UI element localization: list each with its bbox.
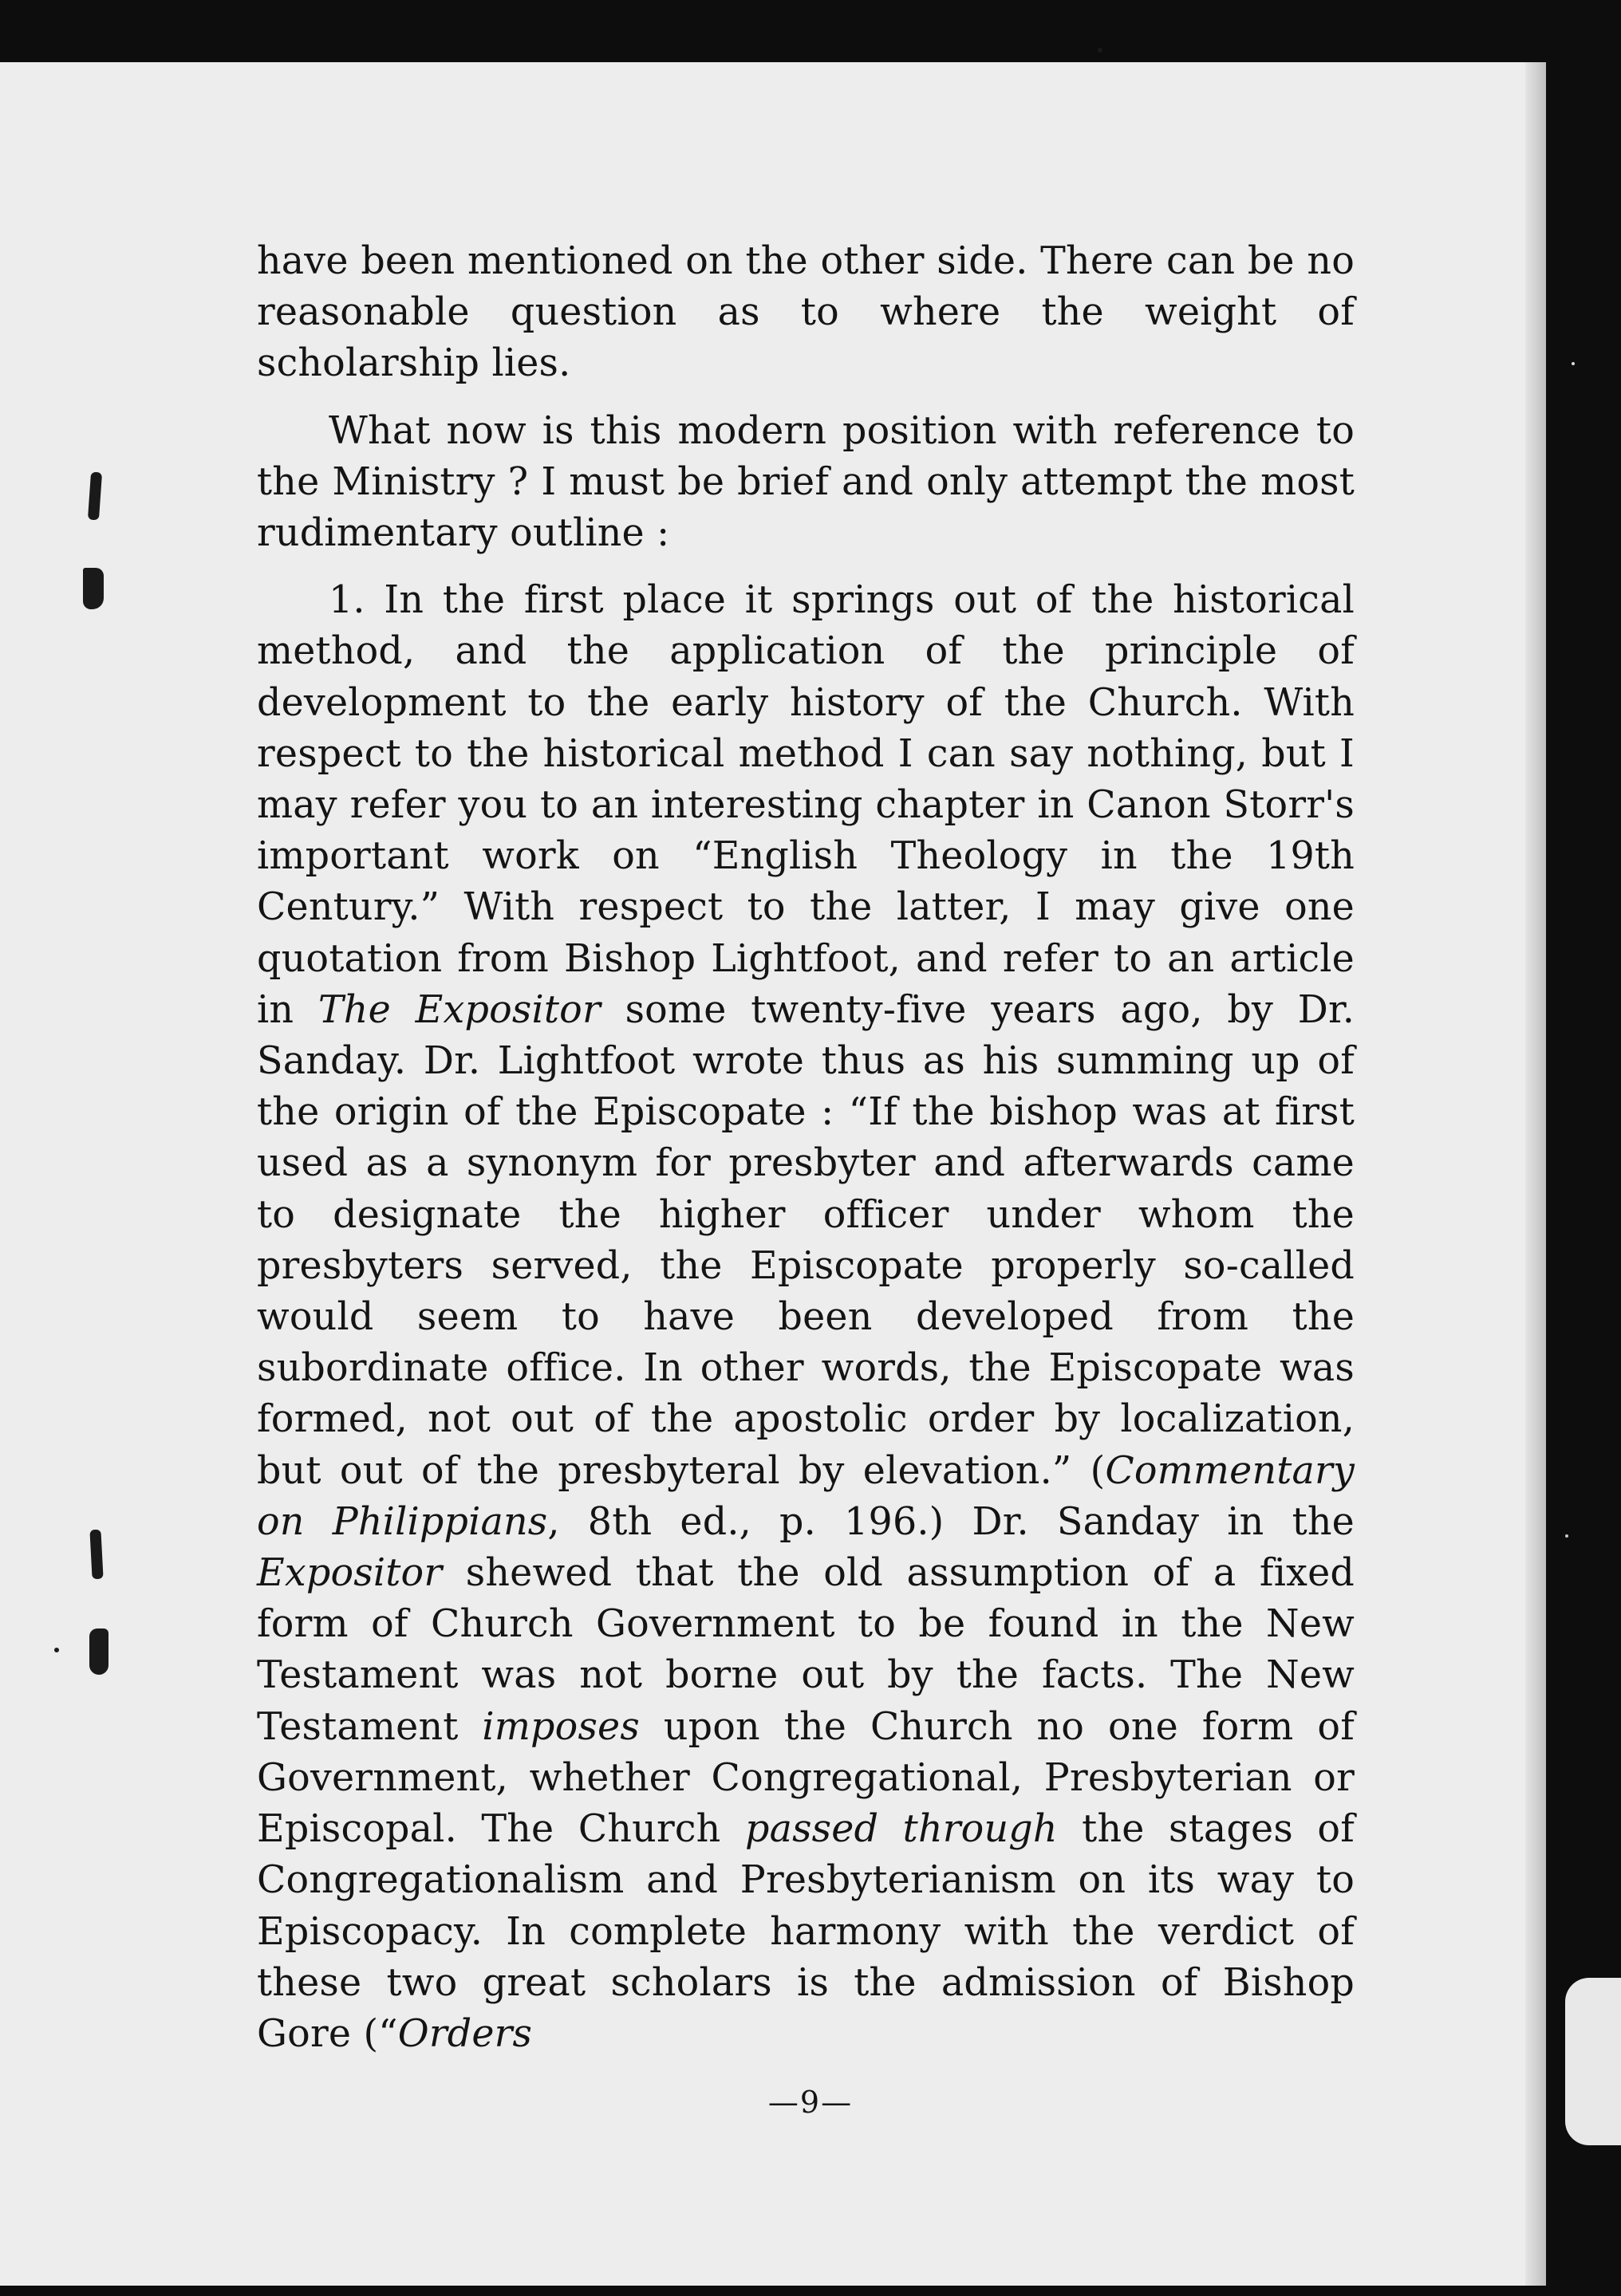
italic-text: Expositor: [257, 1551, 443, 1596]
italic-text: The Expositor: [317, 987, 601, 1032]
margin-mark: [83, 568, 104, 609]
italic-text: Orders: [397, 2011, 533, 2056]
speck: [54, 1648, 59, 1652]
text-run: some twenty-five years ago, by Dr. Sanday. Dr. Lightfoot wrote thus as his summing up of the origin of the Episcopate : “If the bishop was at first used as a synonym for presbyter and afterwards came to designate the higher officer under whom the presbyters served, the Episcopate properly so-called would seem to have been developed from the subordinate office. In other words, the Episcopate was formed, not out of the apostolic order by localization, but out of the presbyteral by elevation.” (: [257, 987, 1355, 1493]
text-run: have been mentioned on the other side. There can be no reasonable question as to where the weight of scholarship lies.: [257, 239, 1355, 386]
italic-text: Commentary on Philippians: [257, 1448, 1355, 1544]
text-run: shewed that the old assumption of a fixed form of Church Government to be found in the New Testament was not borne out by the facts. The New Testament: [257, 1551, 1355, 1749]
page-edge-shadow: [1525, 62, 1546, 2286]
margin-mark: [89, 1628, 108, 1675]
paragraph: [257, 575, 1355, 2060]
speck: [1565, 1534, 1568, 1538]
text-run: What now is this modern position with reference to the Ministry ? I must be brief and only attempt the most rudimentary outline :: [257, 408, 1355, 556]
body-text: [257, 236, 1355, 2060]
text-run: , 8th ed., p. 196.) Dr. Sanday in the: [547, 1499, 1355, 1544]
italic-text: passed through: [744, 1807, 1058, 1852]
text-run: upon the Church no one form of Government, whether Congregational, Presbyterian or Episcopal. The Church: [257, 1704, 1355, 1852]
speck: [1572, 362, 1575, 365]
scan-artifact: [1565, 1978, 1621, 2145]
text-run: 1. In the first place it springs out of the historical method, and the application of the principle of development to the early history of the Church. With respect to the historical method I can say nothing, but I may refer you to an interesting chapter in Canon Storr's important work on “English Theology in the 19th Century.” With respect to the latter, I may give one quotation from Bishop Lightfoot, and refer to an article in: [257, 578, 1355, 1032]
speck: [1098, 48, 1102, 53]
paragraph: [257, 236, 1355, 390]
text-run: the stages of Congregationalism and Presbyterianism on its way to Episcopacy. In complete harmony with the verdict of these two great scholars is the admission of Bishop Gore (“: [257, 1807, 1355, 2056]
italic-text: imposes: [482, 1704, 640, 1749]
paragraph: [257, 406, 1355, 560]
page-number: —9—: [767, 2085, 854, 2120]
